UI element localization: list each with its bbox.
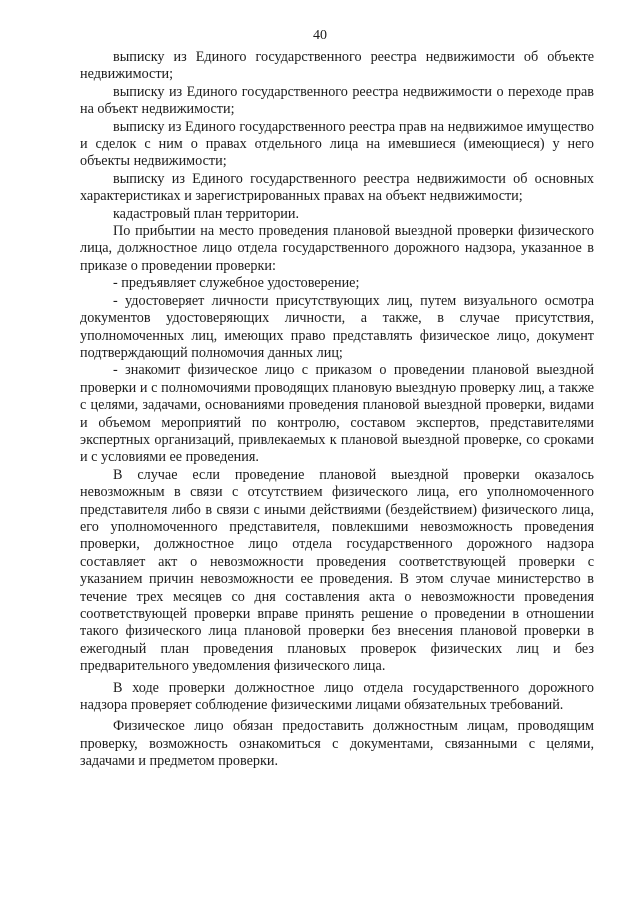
paragraph: кадастровый план территории.: [113, 205, 300, 222]
page-number: 40: [313, 28, 327, 43]
paragraph: - удостоверяет личности присутствующих лиц, путем визуального осмотра документов удостоверяющих личности, а также, в случае присутствия, уполномоченных лиц, имеющих право представлять физическое лицо, документ подтверждающий полномочия данных лиц;: [80, 292, 594, 361]
paragraph: выписку из Единого государственного реестра прав на недвижимое имущество и сделок с ним о правах отдельного лица на имевшиеся (имеющиеся) у него объекты недвижимости;: [80, 118, 594, 170]
document-body: [80, 49, 594, 771]
paragraph: выписку из Единого государственного реестра недвижимости о переходе прав на объект недвижимости;: [80, 83, 594, 118]
paragraph: В ходе проверки должностное лицо отдела государственного дорожного надзора проверяет соблюдение физическими лицами обязательных требований.: [80, 679, 594, 714]
paragraph: выписку из Единого государственного реестра недвижимости об основных характеристиках и зарегистрированных правах на объект недвижимости;: [80, 170, 594, 205]
paragraph: - предъявляет служебное удостоверение;: [113, 275, 360, 292]
paragraph: Физическое лицо обязан предоставить должностным лицам, проводящим проверку, возможность ознакомиться с документами, связанными с целями, задачами и предметом проверки.: [80, 718, 594, 770]
paragraph: По прибытии на место проведения плановой выездной проверки физического лица, должностное лицо отдела государственного дорожного надзора, указанное в приказе о проведении проверки:: [80, 223, 594, 274]
paragraph: В случае если проведение плановой выездной проверки оказалось невозможным в связи с отсутствием физического лица, его уполномоченного представителя либо в связи с иными действиями (бездействием) физического лица, его уполномоченного представителя, повлекшими невозможность проведения проверки, должностное лицо отдела государственного дорожного надзора составляет акт о невозможности проведения соответствующей проверки с указанием причин невозможности ее проведения. В этом случае министерство в течение трех месяцев со дня составления акта о невозможности проведения соответствующей проверки вправе принять решение о проведении в отношении такого физического лица плановой проверки без внесения плановой проверки в ежегодный план проведения плановых проверок физических лиц и без предварительного уведомления физического лица.: [80, 466, 594, 675]
paragraph: выписку из Единого государственного реестра недвижимости об объекте недвижимости;: [80, 49, 594, 83]
paragraph: - знакомит физическое лицо с приказом о проведении плановой выездной проверки и с полномочиями проводящих плановую выездную проверку лиц, а также с целями, задачами, основаниями проведения плановой выездной проверки, видами и объемом мероприятий по контролю, составом экспертов, представителями экспертных организаций, привлекаемых к плановой выездной проверке, со сроками и с условиями ее проведения.: [80, 362, 594, 466]
